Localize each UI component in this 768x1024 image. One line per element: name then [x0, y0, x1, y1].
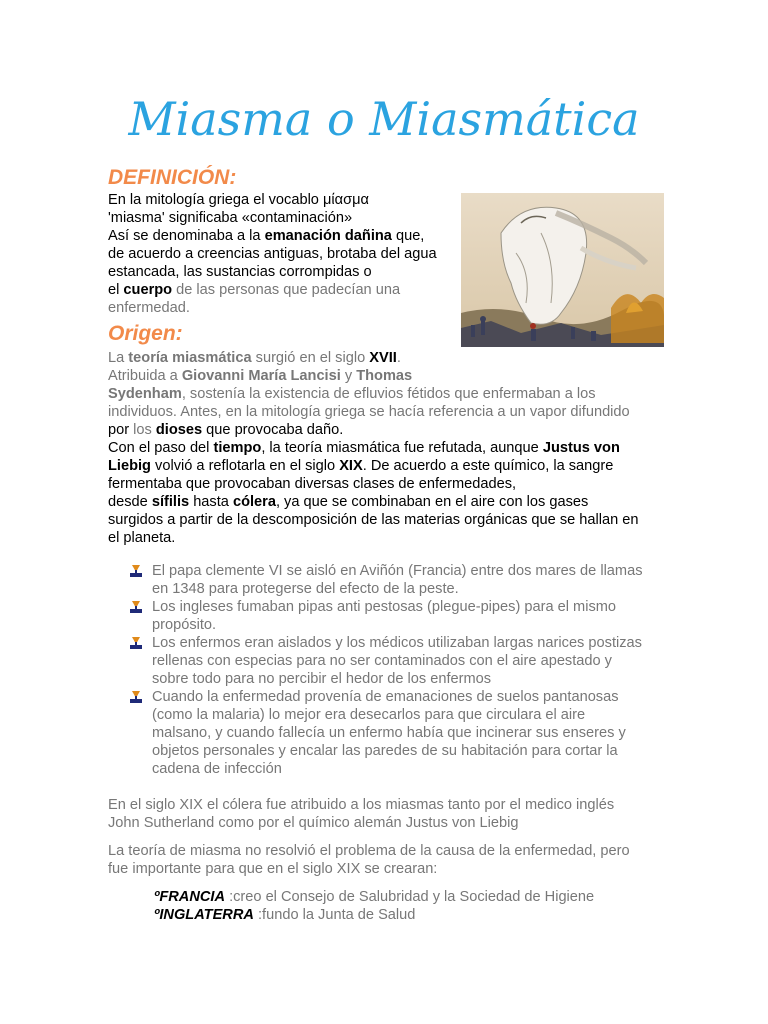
heading-origen: Origen: [108, 322, 183, 345]
origen-line: el planeta. [108, 530, 176, 546]
origen-line: desde sífilis hasta cólera, ya que se combinaban en el aire con los gases [108, 494, 589, 510]
origen-line: fermentaba que provocaban diversas clases de enfermedades, [108, 476, 517, 492]
heading-definicion: DEFINICIÓN: [108, 166, 237, 189]
definicion-line: 'miasma' significaba «contaminación» [108, 210, 353, 226]
arrow-bullet-icon [128, 600, 144, 614]
definicion-line: enfermedad. [108, 300, 190, 316]
page-title: Miasma o Miasmática [128, 92, 640, 146]
arrow-bullet-icon [128, 690, 144, 704]
list-item: Los ingleses fumaban pipas anti pestosas (plegue-pipes) para el mismo propósito. [128, 598, 668, 634]
definicion-line: Así se denominaba a la emanación dañina que, [108, 228, 425, 244]
arrow-bullet-icon [128, 636, 144, 650]
origen-line: surgidos a partir de la descomposición de las materias orgánicas que se hallan en [108, 512, 639, 528]
list-item-inglaterra: ºINGLATERRA :fundo la Junta de Salud [154, 907, 416, 923]
definicion-line: el cuerpo de las personas que padecían una [108, 282, 401, 298]
paragraph-teoria: La teoría de miasma no resolvió el problema de la causa de la enfermedad, pero fue importante para que en el siglo XIX se crearan: [108, 843, 630, 877]
bullet-list [128, 562, 668, 778]
origen-line: La teoría miasmática surgió en el siglo XVII. [108, 350, 401, 366]
origen-line: Atribuida a Giovanni María Lancisi y Thomas [108, 368, 413, 384]
definicion-line: estancada, las sustancias corrompidas o [108, 264, 372, 280]
definicion-line: de acuerdo a creencias antiguas, brotaba del agua [108, 246, 437, 262]
origen-line: individuos. Antes, en la mitología griega se hacía referencia a un vapor difundido [108, 404, 630, 420]
paragraph-siglo-xix: En el siglo XIX el cólera fue atribuido a los miasmas tanto por el medico inglés John Sutherland como por el químico alemán Justus von Liebig [108, 797, 615, 831]
arrow-bullet-icon [128, 564, 144, 578]
origen-line: Liebig volvió a reflotarla en el siglo XIX. De acuerdo a este químico, la sangre [108, 458, 614, 474]
origen-line: Sydenham, sostenía la existencia de efluvios fétidos que enfermaban a los [108, 386, 596, 402]
list-item: Los enfermos eran aislados y los médicos utilizaban largas narices postizas rellenas con especias para no ser contaminados con el aire apestado y sobre todo para no percibir el hedor de los enfermos [128, 634, 668, 688]
origen-line: Con el paso del tiempo, la teoría miasmática fue refutada, aunque Justus von [108, 440, 620, 456]
origen-line: por los dioses que provocaba daño. [108, 422, 344, 438]
definicion-text [108, 191, 458, 317]
list-item: El papa clemente VI se aisló en Aviñón (Francia) entre dos mares de llamas en 1348 para protegerse del efecto de la peste. [128, 562, 668, 598]
list-item: Cuando la enfermedad provenía de emanaciones de suelos pantanosas (como la malaria) lo mejor era desecarlos para que circulara el aire malsano, y cuando fallecía un enfermo había que incinerar sus enseres y objetos personales y encalar las paredes de su habitación para cortar la cadena de infección [128, 688, 668, 778]
miasma-illustration [461, 193, 664, 347]
origen-text [108, 349, 668, 547]
definicion-line: En la mitología griega el vocablo μίασμα [108, 192, 369, 208]
list-item-francia: ºFRANCIA :creo el Consejo de Salubridad y la Sociedad de Higiene [154, 889, 595, 905]
